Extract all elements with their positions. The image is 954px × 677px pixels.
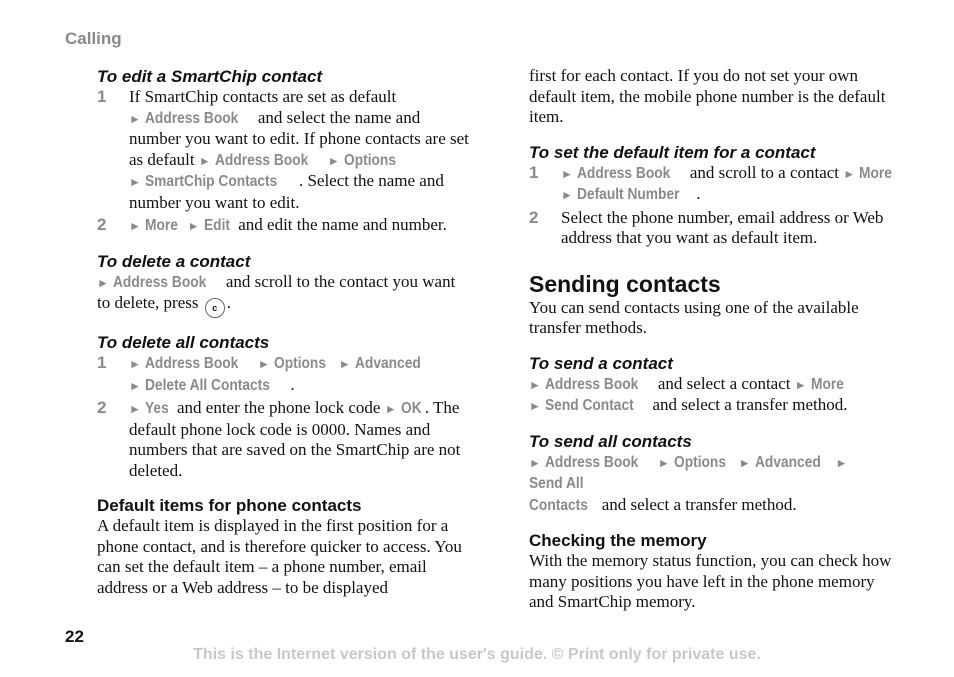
menu-options: Options (674, 453, 726, 471)
step-number: 2 (97, 215, 107, 234)
menu-advanced: Advanced (754, 453, 821, 471)
menu-yes: Yes (145, 400, 169, 417)
menu-send-all: Send All (529, 475, 584, 492)
arrow-icon: ► (835, 455, 848, 470)
text: . Select the name and number you want to edit. (129, 171, 444, 212)
heading-edit-smartchip-contact: To edit a SmartChip contact (97, 67, 323, 86)
running-header: Calling (65, 29, 122, 48)
arrow-icon: ► (198, 153, 211, 168)
step-item (529, 163, 901, 206)
menu-more: More (145, 217, 179, 234)
step-item (529, 208, 901, 249)
menu-more: More (810, 375, 844, 393)
paragraph (529, 374, 901, 417)
arrow-icon: ► (794, 377, 807, 392)
menu-options: Options (343, 151, 396, 169)
paragraph: With the memory status function, you can check how many positions you have left in the phone memory and SmartChip memory. (529, 551, 892, 611)
arrow-icon: ► (843, 166, 856, 181)
step-item (97, 398, 469, 481)
arrow-icon: ► (738, 455, 751, 470)
arrow-icon: ► (129, 219, 141, 233)
step-number: 1 (529, 162, 539, 182)
heading-send-all-contacts: To send all contacts (529, 431, 692, 451)
menu-send-contact: Send Contact (545, 397, 634, 414)
text: . (290, 374, 295, 394)
menu-options: Options (274, 355, 326, 372)
paragraph (529, 452, 901, 517)
arrow-icon: ► (657, 455, 670, 470)
heading-set-default-item: To set the default item for a contact (529, 142, 816, 162)
step-text (129, 353, 469, 396)
menu-delete-all-contacts: Delete All Contacts (145, 376, 271, 394)
arrow-icon: ► (327, 153, 340, 168)
menu-address-book: Address Book (145, 109, 239, 127)
arrow-icon: ► (561, 166, 573, 181)
menu-address-book: Address Book (145, 355, 239, 372)
text: . (696, 184, 701, 203)
text: . The default phone lock code is 0000. Names and numbers that are saved on the SmartChip are not deleted. (129, 398, 461, 480)
step-text (129, 398, 469, 481)
arrow-icon: ► (338, 357, 351, 371)
paragraph: first for each contact. If you do not set your own default item, the mobile phone number is the default item. (529, 66, 886, 126)
step-item (97, 215, 469, 237)
left-column (97, 66, 469, 598)
menu-address-book: Address Book (577, 164, 671, 182)
step-number: 2 (97, 398, 107, 417)
text: and select a transfer method. (597, 494, 797, 514)
text: If SmartChip contacts are set as default (129, 87, 397, 106)
step-text (129, 215, 469, 237)
paragraph: You can send contacts using one of the available transfer methods. (529, 297, 859, 337)
page-number: 22 (65, 627, 84, 646)
menu-advanced: Advanced (354, 355, 421, 372)
heading-checking-memory: Checking the memory (529, 531, 707, 550)
right-column (529, 66, 901, 613)
step-text: Select the phone number, email address or Web address that you want as default item. (561, 207, 884, 247)
arrow-icon: ► (257, 357, 270, 371)
arrow-icon: ► (97, 275, 109, 290)
arrow-icon: ► (129, 111, 141, 126)
arrow-icon: ► (187, 219, 200, 233)
arrow-icon: ► (384, 402, 397, 416)
step-text (561, 163, 901, 206)
arrow-icon: ► (529, 377, 541, 392)
menu-address-book: Address Book (545, 375, 639, 393)
step-number: 1 (97, 353, 107, 372)
arrow-icon: ► (561, 188, 573, 202)
arrow-icon: ► (129, 175, 141, 189)
arrow-icon: ► (529, 455, 541, 470)
menu-ok: OK (400, 400, 422, 417)
arrow-icon: ► (529, 399, 541, 413)
menu-default-number: Default Number (577, 186, 680, 203)
heading-delete-all-contacts: To delete all contacts (97, 333, 270, 352)
menu-smartchip-contacts: SmartChip Contacts (145, 173, 278, 190)
footer-note: This is the Internet version of the user's guide. © Print only for private use. (193, 646, 761, 663)
step-item (97, 87, 469, 213)
arrow-icon: ► (129, 357, 141, 371)
heading-sending-contacts: Sending contacts (529, 270, 721, 297)
text: and scroll to a contact (685, 162, 844, 182)
text: and edit the name and number. (233, 215, 447, 234)
text: and select the name and number you want to edit. If phone contacts are set as default (129, 107, 469, 169)
heading-delete-contact: To delete a contact (97, 251, 251, 271)
menu-edit: Edit (203, 217, 230, 234)
step-item (97, 353, 469, 396)
arrow-icon: ► (129, 402, 141, 416)
menu-contacts: Contacts (529, 496, 588, 514)
text: . (226, 293, 231, 312)
text: and select a contact (653, 373, 795, 393)
step-text (129, 87, 469, 213)
step-number: 1 (97, 87, 107, 106)
paragraph: A default item is displayed in the first position for a phone contact, and is therefore quicker to access. You can set the default item – a phone number, email address or a Web address – to be displayed (97, 516, 462, 597)
menu-more: More (859, 164, 893, 182)
menu-address-book: Address Book (215, 151, 309, 169)
paragraph (97, 272, 469, 319)
arrow-icon: ► (129, 378, 141, 393)
heading-send-contact: To send a contact (529, 353, 673, 373)
menu-address-book: Address Book (545, 453, 639, 471)
text: and enter the phone lock code (172, 398, 385, 417)
heading-default-items: Default items for phone contacts (97, 496, 362, 515)
c-key-icon: c (205, 298, 225, 318)
step-number: 2 (529, 207, 539, 227)
menu-address-book: Address Book (113, 273, 207, 291)
text: and select a transfer method. (648, 395, 848, 414)
text: and scroll to the contact you want to delete, press (97, 271, 456, 312)
